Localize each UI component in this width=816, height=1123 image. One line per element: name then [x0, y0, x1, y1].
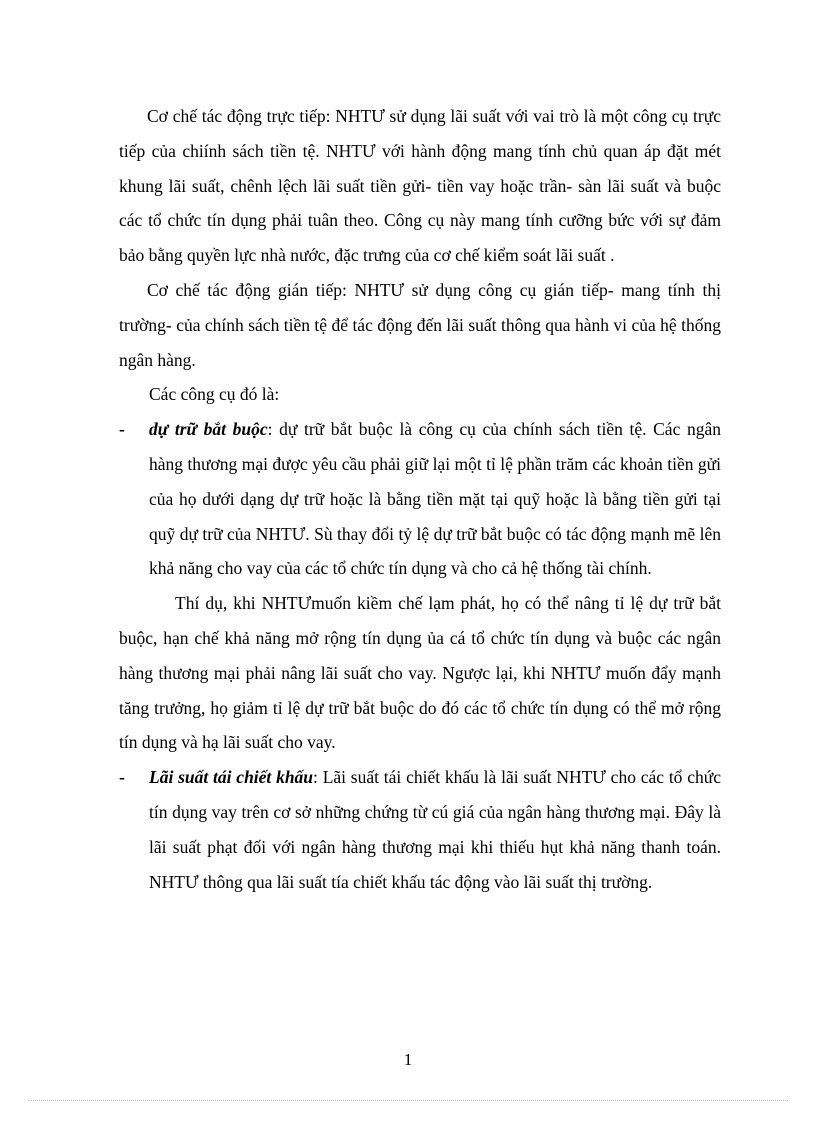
list-item-rediscount-rate — [119, 760, 721, 899]
bullet-dash: - — [119, 419, 125, 440]
term-reserve-requirement: dự trữ bắt buộc — [149, 419, 268, 440]
footer-divider — [28, 1100, 788, 1101]
paragraph-direct-mechanism: Cơ chế tác động trực tiếp: NHTƯ sử dụng lãi suất với vai trò là một công cụ trực tiếp của chiính sách tiền tệ. NHTƯ với hành động mang tính chủ quan áp đặt mét khung lãi suất, chênh lệch lãi suất tiền gửi- tiền vay hoặc trần- sàn lãi suất và buộc các tổ chức tín dụng phải tuân theo. Công cụ này mang tính cưỡng bức với sự đảm bảo bằng quyền lực nhà nước, đặc trưng của cơ chế kiểm soát lãi suất . — [119, 106, 721, 266]
reserve-requirement-text: : dự trữ bắt buộc là công cụ của chính sách tiền tệ. Các ngân hàng thương mại được yêu cầu phải giữ lại một tỉ lệ phần trăm các khoản tiền gửi của họ dưới dạng dự trữ hoặc là bằng tiền mặt tại quỹ hoặc là bằng tiền gửi tại quỹ dự trữ của NHTƯ. Sù thay đổi tỷ lệ dự trữ bắt buộc có tác động mạnh mẽ lên khả năng cho vay của các tổ chức tín dụng và cho cả hệ thống tài chính. — [149, 419, 721, 579]
bullet-dash: - — [119, 767, 125, 788]
paragraph-example: Thí dụ, khi NHTƯmuốn kiềm chế lạm phát, họ có thể nâng tỉ lệ dự trữ bắt buộc, hạn chế khả năng mở rộng tín dụng ủa cá tổ chức tín dụng và buộc các ngân hàng thương mại phải nâng lãi suất cho vay. Ngược lại, khi NHTƯ muốn đẩy mạnh tăng trưởng, họ giảm tỉ lệ dự trữ bắt buộc do đó các tổ chức tín dụng có thể mở rộng tín dụng và hạ lãi suất cho vay. — [119, 593, 721, 753]
list-intro: Các công cụ đó là: — [149, 384, 280, 405]
rediscount-rate-text: : Lãi suất tái chiết khấu là lãi suất NHTƯ cho các tổ chức tín dụng vay trên cơ sở những chứng từ cú giá của ngân hàng thương mại. Đây là lãi suất phạt đối với ngân hàng thương mại khi thiếu hụt khả năng thanh toán. NHTƯ thông qua lãi suất tía chiết khấu tác động vào lãi suất thị trường. — [149, 767, 721, 892]
document-body — [119, 99, 721, 899]
term-rediscount-rate: Lãi suất tái chiết khấu — [149, 767, 314, 788]
page-number: 1 — [403, 1050, 413, 1069]
paragraph-indirect-mechanism: Cơ chế tác động gián tiếp: NHTƯ sử dụng công cụ gián tiếp- mang tính thị trường- của chính sách tiền tệ để tác động đến lãi suất thông qua hành vi của hệ thống ngân hàng. — [119, 279, 721, 370]
list-item-reserve-requirement — [119, 412, 721, 586]
